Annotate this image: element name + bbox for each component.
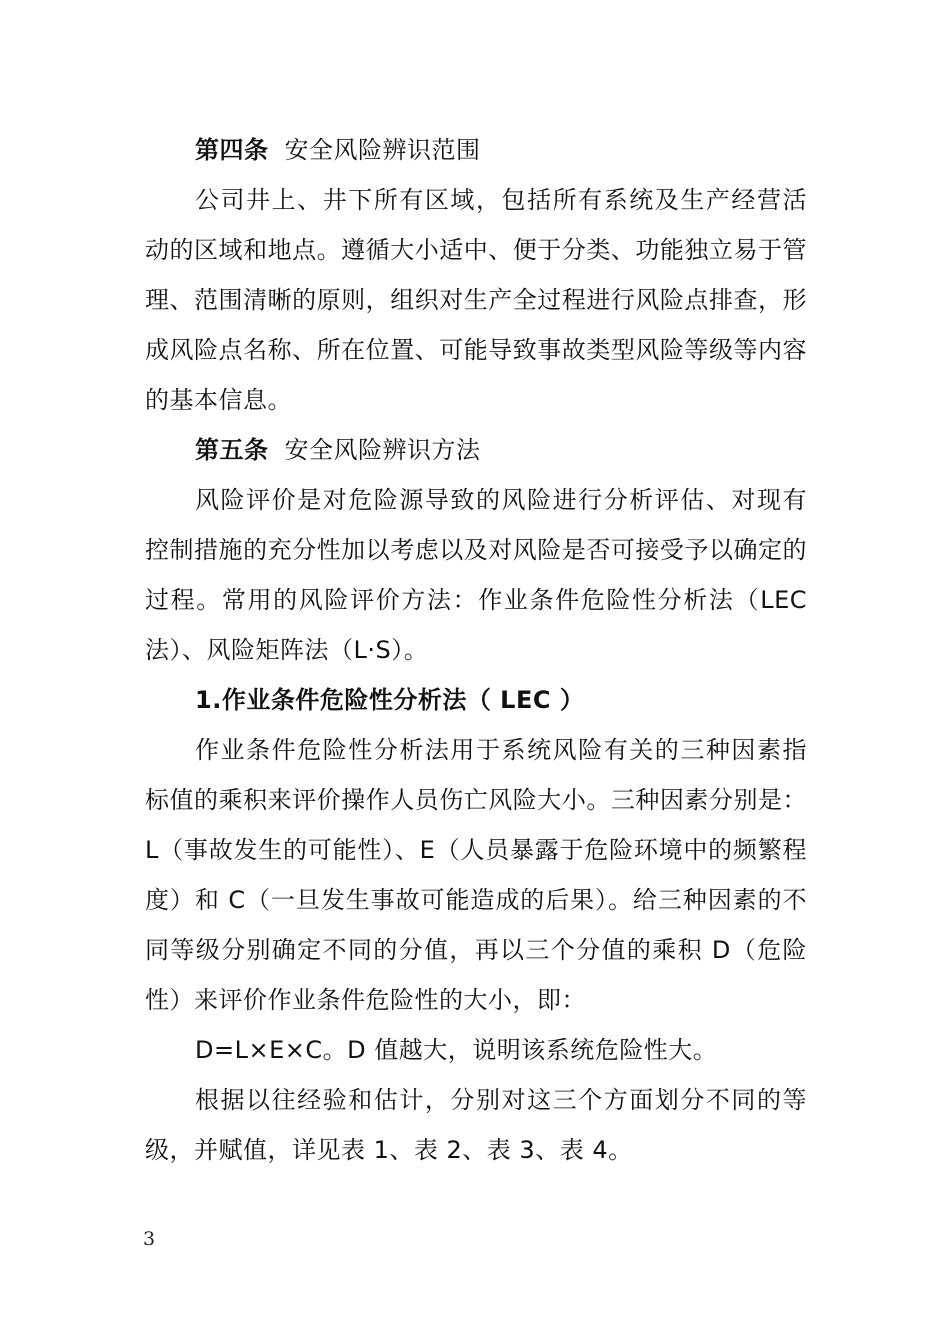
article4-title: 安全风险辨识范围: [284, 136, 481, 164]
section1-formula: D=L×E×C。D 值越大，说明该系统危险性大。: [195, 1036, 718, 1064]
article5-label: 第五条: [195, 436, 269, 464]
page-number: 3: [143, 1228, 156, 1250]
article5-body: 风险评价是对危险源导致的风险进行分析评估、对现有控制措施的充分性加以考虑以及对风险是否可接受予以确定的过程。常用的风险评价方法：作业条件危险性分析法（LEC 法）、风险矩阵法（L·S）。: [145, 486, 807, 664]
section1-heading: 1.作业条件危险性分析法（ LEC ）: [195, 686, 585, 714]
article4-heading: [145, 125, 807, 175]
article5-heading: [145, 425, 807, 475]
article4-body: 公司井上、井下所有区域，包括所有系统及生产经营活动的区域和地点。遵循大小适中、便于分类、功能独立易于管理、范围清晰的原则，组织对生产全过程进行风险点排查，形成风险点名称、所在位置、可能导致事故类型风险等级等内容的基本信息。: [145, 186, 807, 414]
section1-paragraph-2: 根据以往经验和估计，分别对这三个方面划分不同的等级，并赋值，详见表 1、表 2、表 3、表 4。: [145, 1086, 807, 1164]
article5-title: 安全风险辨识方法: [284, 436, 481, 464]
section1-paragraph-1: 作业条件危险性分析法用于系统风险有关的三种因素指标值的乘积来评价操作人员伤亡风险大小。三种因素分别是：L（事故发生的可能性）、E（人员暴露于危险环境中的频繁程度）和 C（一旦发生事故可能造成的后果）。给三种因素的不同等级分别确定不同的分值，再以三个分值的乘积 D（危险性）来评价作业条件危险性的大小，即：: [145, 736, 807, 1014]
document-body: [145, 125, 807, 1175]
article4-label: 第四条: [195, 136, 269, 164]
